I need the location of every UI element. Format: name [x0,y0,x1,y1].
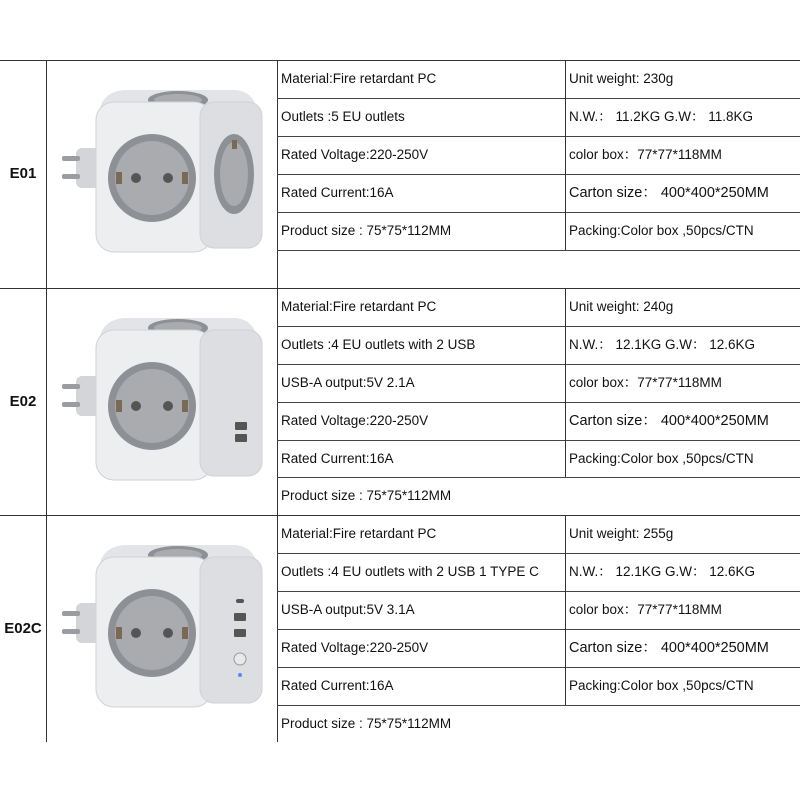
row-divider [277,250,800,251]
spec-left-cell: Rated Current:16A [281,185,394,200]
product-image [60,78,270,258]
cell-divider [565,667,566,705]
spec-left-cell: Product size : 75*75*112MM [281,715,452,731]
eu-socket-icon [108,362,196,450]
row-divider [277,477,800,478]
cell-divider [565,60,566,98]
spec-right-cell: N.W.： 12.1KG G.W： 12.6KG [569,337,756,352]
cell-divider [565,591,566,629]
spec-left-cell: Rated Current:16A [281,678,394,693]
row-divider [277,591,800,592]
spec-left-cell: Product size : 75*75*112MM [281,223,452,238]
product-image [60,533,270,713]
spec-right-cell: Unit weight: 230g [569,71,674,86]
row-divider [277,98,800,99]
column-divider [46,60,47,742]
cell-divider [565,629,566,667]
cell-divider [565,326,566,364]
cell-divider [565,174,566,212]
spec-left-cell: Rated Current:16A [281,450,394,466]
product-code: E01 [9,165,37,182]
spec-left-cell: Material:Fire retardant PC [281,71,437,86]
row-divider [277,364,800,365]
cell-divider [565,440,566,477]
product-code: E02C [4,619,42,637]
row-divider [277,629,800,630]
cell-divider [565,515,566,553]
spec-right-cell: color box：77*77*118MM [569,147,722,162]
cell-divider [565,98,566,136]
spec-right-cell: Packing:Color box ,50pcs/CTN [569,223,754,238]
product-image [60,306,270,486]
spec-left-cell: Material:Fire retardant PC [281,299,437,314]
spec-right-cell: color box：77*77*118MM [569,375,722,390]
spec-left-cell: Material:Fire retardant PC [281,526,437,541]
spec-left-cell: Outlets :5 EU outlets [281,109,405,124]
spec-right-cell: Carton size： 400*400*250MM [569,413,769,429]
product-code: E02 [9,392,37,410]
spec-left-cell: Outlets :4 EU outlets with 2 USB [281,337,476,352]
spec-left-cell: Rated Voltage:220-250V [281,413,429,428]
row-divider [277,174,800,175]
row-divider [277,440,800,441]
spec-left-cell: USB-A output:5V 2.1A [281,375,415,390]
spec-left-cell: Product size : 75*75*112MM [281,488,452,503]
row-divider [277,705,800,706]
spec-right-cell: Packing:Color box ,50pcs/CTN [569,678,754,693]
row-divider [277,667,800,668]
spec-right-cell: N.W.： 11.2KG G.W： 11.8KG [569,109,754,124]
cell-divider [565,553,566,591]
spec-right-cell: N.W.： 12.1KG G.W： 12.6KG [569,564,756,579]
spec-left-cell: USB-A output:5V 3.1A [281,602,415,617]
band-divider [0,515,800,516]
spec-right-cell: Unit weight: 240g [569,299,674,314]
table-border-top [0,60,800,61]
cell-divider [565,364,566,402]
spec-right-cell: Carton size： 400*400*250MM [569,640,769,656]
row-divider [277,326,800,327]
spec-right-cell: Carton size： 400*400*250MM [569,185,769,201]
row-divider [277,212,800,213]
row-divider [277,553,800,554]
cell-divider [565,288,566,326]
spec-left-cell: Rated Voltage:220-250V [281,147,429,162]
spec-right-cell: Unit weight: 255g [569,526,674,541]
row-divider [277,136,800,137]
eu-socket-icon [108,134,196,222]
cell-divider [565,212,566,250]
spec-left-cell: Rated Voltage:220-250V [281,640,429,655]
spec-right-cell: color box：77*77*118MM [569,602,722,617]
cell-divider [565,136,566,174]
spec-left-cell: Outlets :4 EU outlets with 2 USB 1 TYPE C [281,564,539,579]
band-divider [0,288,800,289]
row-divider [277,402,800,403]
eu-socket-icon [108,589,196,677]
spec-right-cell: Packing:Color box ,50pcs/CTN [569,450,754,466]
column-divider [277,60,278,742]
cell-divider [565,402,566,440]
